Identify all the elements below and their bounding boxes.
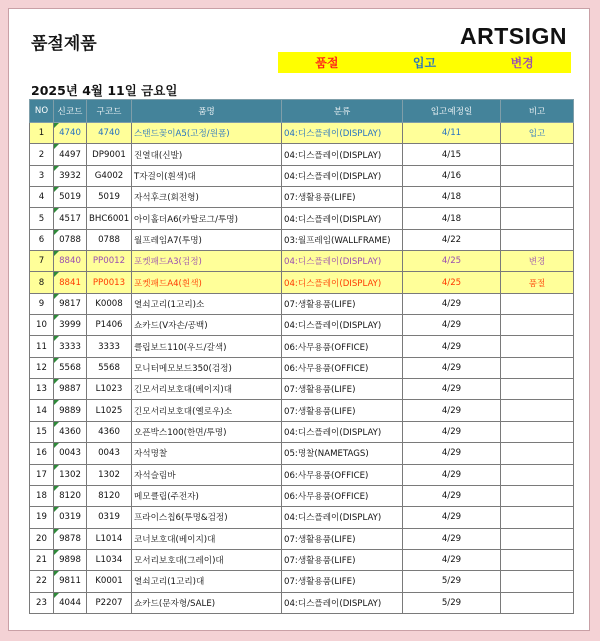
cell-note	[501, 293, 574, 314]
table-row	[30, 464, 574, 485]
table-row	[30, 293, 574, 314]
cell-note	[501, 357, 574, 378]
cell-product-name: 월프레임A7(투명)	[132, 229, 282, 250]
cell-product-name: 긴모서리보호대(옐로우)소	[132, 400, 282, 421]
cell-product-name: 자석후크(회전형)	[132, 187, 282, 208]
cell-product-name: 자석슬림바	[132, 464, 282, 485]
cell-new-code: 3333	[54, 336, 87, 357]
cell-category: 03:월프레임(WALLFRAME)	[282, 229, 403, 250]
cell-product-name: 코너보호대(베이지)대	[132, 528, 282, 549]
cell-product-name: 열쇠고리(1고리)소	[132, 293, 282, 314]
cell-no: 2	[30, 144, 54, 165]
cell-note	[501, 208, 574, 229]
cell-product-name: 진열대(신발)	[132, 144, 282, 165]
cell-old-code: 4740	[87, 123, 132, 144]
table-row	[30, 571, 574, 592]
cell-category: 04:디스플레이(DISPLAY)	[282, 251, 403, 272]
cell-no: 11	[30, 336, 54, 357]
cell-category: 07:생활용품(LIFE)	[282, 400, 403, 421]
cell-new-code: 4740	[54, 123, 87, 144]
cell-category: 04:디스플레이(DISPLAY)	[282, 272, 403, 293]
cell-new-code: 8840	[54, 251, 87, 272]
cell-restock-date: 4/29	[403, 336, 501, 357]
cell-old-code: K0008	[87, 293, 132, 314]
cell-category: 06:사무용품(OFFICE)	[282, 357, 403, 378]
cell-product-name: 모서리보호대(그레이)대	[132, 549, 282, 570]
cell-restock-date: 4/15	[403, 144, 501, 165]
cell-category: 05:명찰(NAMETAGS)	[282, 443, 403, 464]
cell-category: 04:디스플레이(DISPLAY)	[282, 144, 403, 165]
cell-new-code: 8120	[54, 485, 87, 506]
cell-old-code: L1034	[87, 549, 132, 570]
col-header-new-code: 신코드	[54, 100, 87, 123]
cell-no: 12	[30, 357, 54, 378]
cell-category: 07:생활용품(LIFE)	[282, 187, 403, 208]
table-row	[30, 507, 574, 528]
cell-restock-date: 4/18	[403, 208, 501, 229]
cell-no: 22	[30, 571, 54, 592]
cell-new-code: 5019	[54, 187, 87, 208]
cell-new-code: 0788	[54, 229, 87, 250]
cell-restock-date: 4/29	[403, 357, 501, 378]
cell-restock-date: 4/29	[403, 379, 501, 400]
cell-restock-date: 5/29	[403, 571, 501, 592]
cell-new-code: 9889	[54, 400, 87, 421]
sheet	[8, 8, 590, 631]
cell-restock-date: 4/29	[403, 400, 501, 421]
cell-note: 입고	[501, 123, 574, 144]
cell-no: 3	[30, 165, 54, 186]
table-body	[30, 123, 574, 614]
cell-old-code: K0001	[87, 571, 132, 592]
cell-note	[501, 592, 574, 613]
cell-old-code: 5568	[87, 357, 132, 378]
cell-product-name: 자석명찰	[132, 443, 282, 464]
cell-product-name: 클립보드110(우드/갈색)	[132, 336, 282, 357]
cell-note: 품절	[501, 272, 574, 293]
cell-note	[501, 165, 574, 186]
cell-old-code: L1014	[87, 528, 132, 549]
table-row	[30, 272, 574, 293]
cell-product-name: 모니터메모보드350(검정)	[132, 357, 282, 378]
cell-old-code: 5019	[87, 187, 132, 208]
cell-new-code: 4360	[54, 421, 87, 442]
page-title: 품절제품	[31, 34, 97, 54]
cell-category: 07:생활용품(LIFE)	[282, 293, 403, 314]
cell-new-code: 3999	[54, 315, 87, 336]
col-header-no: NO	[30, 100, 54, 123]
cell-category: 06:사무용품(OFFICE)	[282, 485, 403, 506]
table-row	[30, 251, 574, 272]
cell-product-name: 쇼카드(V자손/공백)	[132, 315, 282, 336]
cell-no: 9	[30, 293, 54, 314]
legend-change: 변경	[510, 56, 534, 70]
cell-product-name: 쇼카드(문자형/SALE)	[132, 592, 282, 613]
brand-logo: ARTSIGN	[460, 23, 567, 49]
cell-restock-date: 4/29	[403, 549, 501, 570]
legend-restock: 입고	[412, 56, 437, 70]
cell-no: 15	[30, 421, 54, 442]
cell-restock-date: 4/29	[403, 421, 501, 442]
table-row	[30, 165, 574, 186]
cell-no: 14	[30, 400, 54, 421]
table-row	[30, 592, 574, 613]
cell-old-code: 4360	[87, 421, 132, 442]
cell-new-code: 4044	[54, 592, 87, 613]
col-header-restock-date: 입고예정일	[403, 100, 501, 123]
cell-old-code: 8120	[87, 485, 132, 506]
cell-note	[501, 336, 574, 357]
cell-category: 07:생활용품(LIFE)	[282, 549, 403, 570]
cell-new-code: 5568	[54, 357, 87, 378]
cell-no: 10	[30, 315, 54, 336]
cell-no: 1	[30, 123, 54, 144]
cell-category: 07:생활용품(LIFE)	[282, 528, 403, 549]
cell-restock-date: 4/29	[403, 507, 501, 528]
cell-product-name: 프라이스칩6(투명&검정)	[132, 507, 282, 528]
cell-old-code: L1025	[87, 400, 132, 421]
cell-note	[501, 187, 574, 208]
col-header-category: 분류	[282, 100, 403, 123]
cell-old-code: PP0012	[87, 251, 132, 272]
cell-note	[501, 379, 574, 400]
table-row	[30, 336, 574, 357]
cell-restock-date: 4/29	[403, 293, 501, 314]
cell-no: 18	[30, 485, 54, 506]
table-row	[30, 208, 574, 229]
cell-restock-date: 4/16	[403, 165, 501, 186]
cell-restock-date: 4/29	[403, 464, 501, 485]
cell-restock-date: 4/29	[403, 528, 501, 549]
cell-note	[501, 507, 574, 528]
cell-new-code: 1302	[54, 464, 87, 485]
cell-no: 5	[30, 208, 54, 229]
cell-no: 7	[30, 251, 54, 272]
cell-old-code: 0319	[87, 507, 132, 528]
cell-category: 06:사무용품(OFFICE)	[282, 464, 403, 485]
cell-new-code: 9817	[54, 293, 87, 314]
table-row	[30, 123, 574, 144]
cell-restock-date: 4/29	[403, 485, 501, 506]
table-header-row	[30, 100, 574, 123]
cell-new-code: 4517	[54, 208, 87, 229]
cell-note	[501, 229, 574, 250]
cell-note	[501, 400, 574, 421]
cell-product-name: 포켓패드A3(검정)	[132, 251, 282, 272]
table-row	[30, 144, 574, 165]
col-header-note: 비고	[501, 100, 574, 123]
cell-no: 8	[30, 272, 54, 293]
cell-category: 04:디스플레이(DISPLAY)	[282, 507, 403, 528]
cell-note: 변경	[501, 251, 574, 272]
col-header-product-name: 품명	[132, 100, 282, 123]
cell-product-name: 긴모서리보호대(베이지)대	[132, 379, 282, 400]
cell-old-code: L1023	[87, 379, 132, 400]
cell-note	[501, 443, 574, 464]
cell-new-code: 0043	[54, 443, 87, 464]
report-date: 2025년 4월 11일 금요일	[31, 83, 178, 98]
cell-note	[501, 464, 574, 485]
cell-note	[501, 571, 574, 592]
cell-new-code: 9898	[54, 549, 87, 570]
cell-new-code: 9811	[54, 571, 87, 592]
cell-category: 04:디스플레이(DISPLAY)	[282, 208, 403, 229]
table-row	[30, 229, 574, 250]
cell-no: 21	[30, 549, 54, 570]
table-row	[30, 443, 574, 464]
cell-restock-date: 4/11	[403, 123, 501, 144]
cell-old-code: BHC6001	[87, 208, 132, 229]
soldout-table	[29, 99, 574, 614]
table-row	[30, 549, 574, 570]
cell-restock-date: 4/25	[403, 272, 501, 293]
cell-no: 13	[30, 379, 54, 400]
cell-note	[501, 144, 574, 165]
cell-category: 04:디스플레이(DISPLAY)	[282, 421, 403, 442]
table-row	[30, 357, 574, 378]
cell-category: 06:사무용품(OFFICE)	[282, 336, 403, 357]
cell-no: 4	[30, 187, 54, 208]
cell-note	[501, 315, 574, 336]
cell-category: 07:생활용품(LIFE)	[282, 379, 403, 400]
cell-no: 20	[30, 528, 54, 549]
cell-note	[501, 421, 574, 442]
cell-category: 04:디스플레이(DISPLAY)	[282, 165, 403, 186]
col-header-old-code: 구코드	[87, 100, 132, 123]
cell-no: 17	[30, 464, 54, 485]
cell-category: 04:디스플레이(DISPLAY)	[282, 592, 403, 613]
cell-restock-date: 4/22	[403, 229, 501, 250]
cell-old-code: 3333	[87, 336, 132, 357]
cell-product-name: 열쇠고리(1고리)대	[132, 571, 282, 592]
cell-note	[501, 549, 574, 570]
cell-product-name: 오픈박스100(한면/투명)	[132, 421, 282, 442]
table-row	[30, 400, 574, 421]
table-row	[30, 379, 574, 400]
cell-restock-date: 5/29	[403, 592, 501, 613]
cell-restock-date: 4/29	[403, 443, 501, 464]
cell-product-name: 스탠드꽂이A5(고정/원폼)	[132, 123, 282, 144]
cell-old-code: 0043	[87, 443, 132, 464]
cell-product-name: T자걸이(흰색)대	[132, 165, 282, 186]
table-row	[30, 421, 574, 442]
cell-new-code: 8841	[54, 272, 87, 293]
cell-restock-date: 4/25	[403, 251, 501, 272]
status-legend	[278, 52, 571, 73]
cell-old-code: P1406	[87, 315, 132, 336]
cell-no: 6	[30, 229, 54, 250]
cell-old-code: P2207	[87, 592, 132, 613]
cell-new-code: 0319	[54, 507, 87, 528]
cell-old-code: PP0013	[87, 272, 132, 293]
cell-restock-date: 4/18	[403, 187, 501, 208]
cell-no: 23	[30, 592, 54, 613]
cell-old-code: G4002	[87, 165, 132, 186]
cell-new-code: 4497	[54, 144, 87, 165]
cell-product-name: 포켓패드A4(흰색)	[132, 272, 282, 293]
cell-no: 16	[30, 443, 54, 464]
cell-product-name: 메모클립(주전자)	[132, 485, 282, 506]
cell-category: 04:디스플레이(DISPLAY)	[282, 315, 403, 336]
table-row	[30, 485, 574, 506]
cell-note	[501, 485, 574, 506]
cell-category: 07:생활용품(LIFE)	[282, 571, 403, 592]
cell-product-name: 아이홀더A6(카탈로그/투명)	[132, 208, 282, 229]
legend-soldout: 품절	[315, 56, 339, 70]
cell-old-code: 0788	[87, 229, 132, 250]
table-row	[30, 187, 574, 208]
cell-restock-date: 4/29	[403, 315, 501, 336]
table-row	[30, 528, 574, 549]
cell-category: 04:디스플레이(DISPLAY)	[282, 123, 403, 144]
cell-new-code: 9878	[54, 528, 87, 549]
cell-old-code: DP9001	[87, 144, 132, 165]
cell-new-code: 3932	[54, 165, 87, 186]
cell-old-code: 1302	[87, 464, 132, 485]
cell-no: 19	[30, 507, 54, 528]
cell-note	[501, 528, 574, 549]
table-row	[30, 315, 574, 336]
cell-new-code: 9887	[54, 379, 87, 400]
